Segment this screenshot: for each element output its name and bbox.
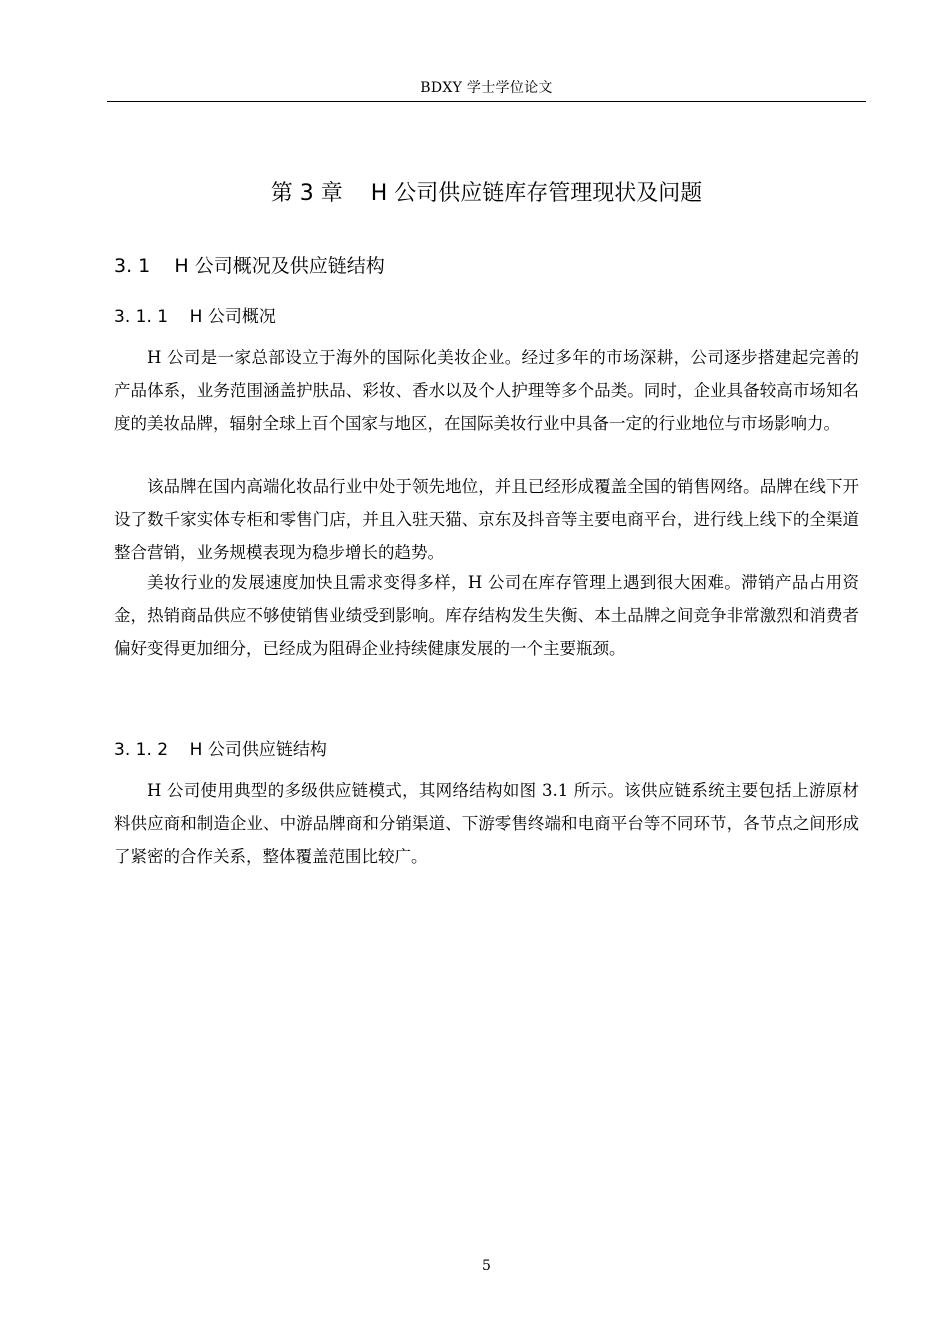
paragraph-supply-chain-structure: H 公司使用典型的多级供应链模式，其网络结构如图 3.1 所示。该供应链系统主要包括上游原材料供应商和制造企业、中游品牌商和分销渠道、下游零售终端和电商平台等不同环节，各节点之间形成了紧密的合作关系，整体覆盖范围比较广。 (114, 781, 859, 866)
chapter-title: 第 3 章 H 公司供应链库存管理现状及问题 (270, 181, 703, 206)
section-heading-3-1: 3. 1 H 公司概况及供应链结构 (114, 255, 385, 277)
header-rule (107, 101, 866, 102)
paragraph-inventory-challenges: 美妆行业的发展速度加快且需求变得多样，H 公司在库存管理上遇到很大困难。滞销产品占用资金，热销商品供应不够使销售业绩受到影响。库存结构发生失衡、本土品牌之间竞争非常激烈和消费者偏好变得更加细分，已经成为阻碍企业持续健康发展的一个主要瓶颈。 (114, 573, 859, 658)
paragraph-domestic-market: 该品牌在国内高端化妆品行业中处于领先地位，并且已经形成覆盖全国的销售网络。品牌在线下开设了数千家实体专柜和零售门店，并且入驻天猫、京东及抖音等主要电商平台，进行线上线下的全渠道整合营销，业务规模表现为稳步增长的趋势。 (114, 477, 859, 562)
paragraph-company-overview: H 公司是一家总部设立于海外的国际化美妆企业。经过多年的市场深耕，公司逐步搭建起完善的产品体系，业务范围涵盖护肤品、彩妆、香水以及个人护理等多个品类。同时，企业具备较高市场知名度的美妆品牌，辐射全球上百个国家与地区，在国际美妆行业中具备一定的行业地位与市场影响力。 (114, 348, 859, 433)
page-number: 5 (482, 1258, 491, 1274)
running-header: BDXY 学士学位论文 (420, 80, 553, 96)
subsection-heading-3-1-2: 3. 1. 2 H 公司供应链结构 (114, 740, 327, 760)
subsection-heading-3-1-1: 3. 1. 1 H 公司概况 (114, 307, 276, 327)
